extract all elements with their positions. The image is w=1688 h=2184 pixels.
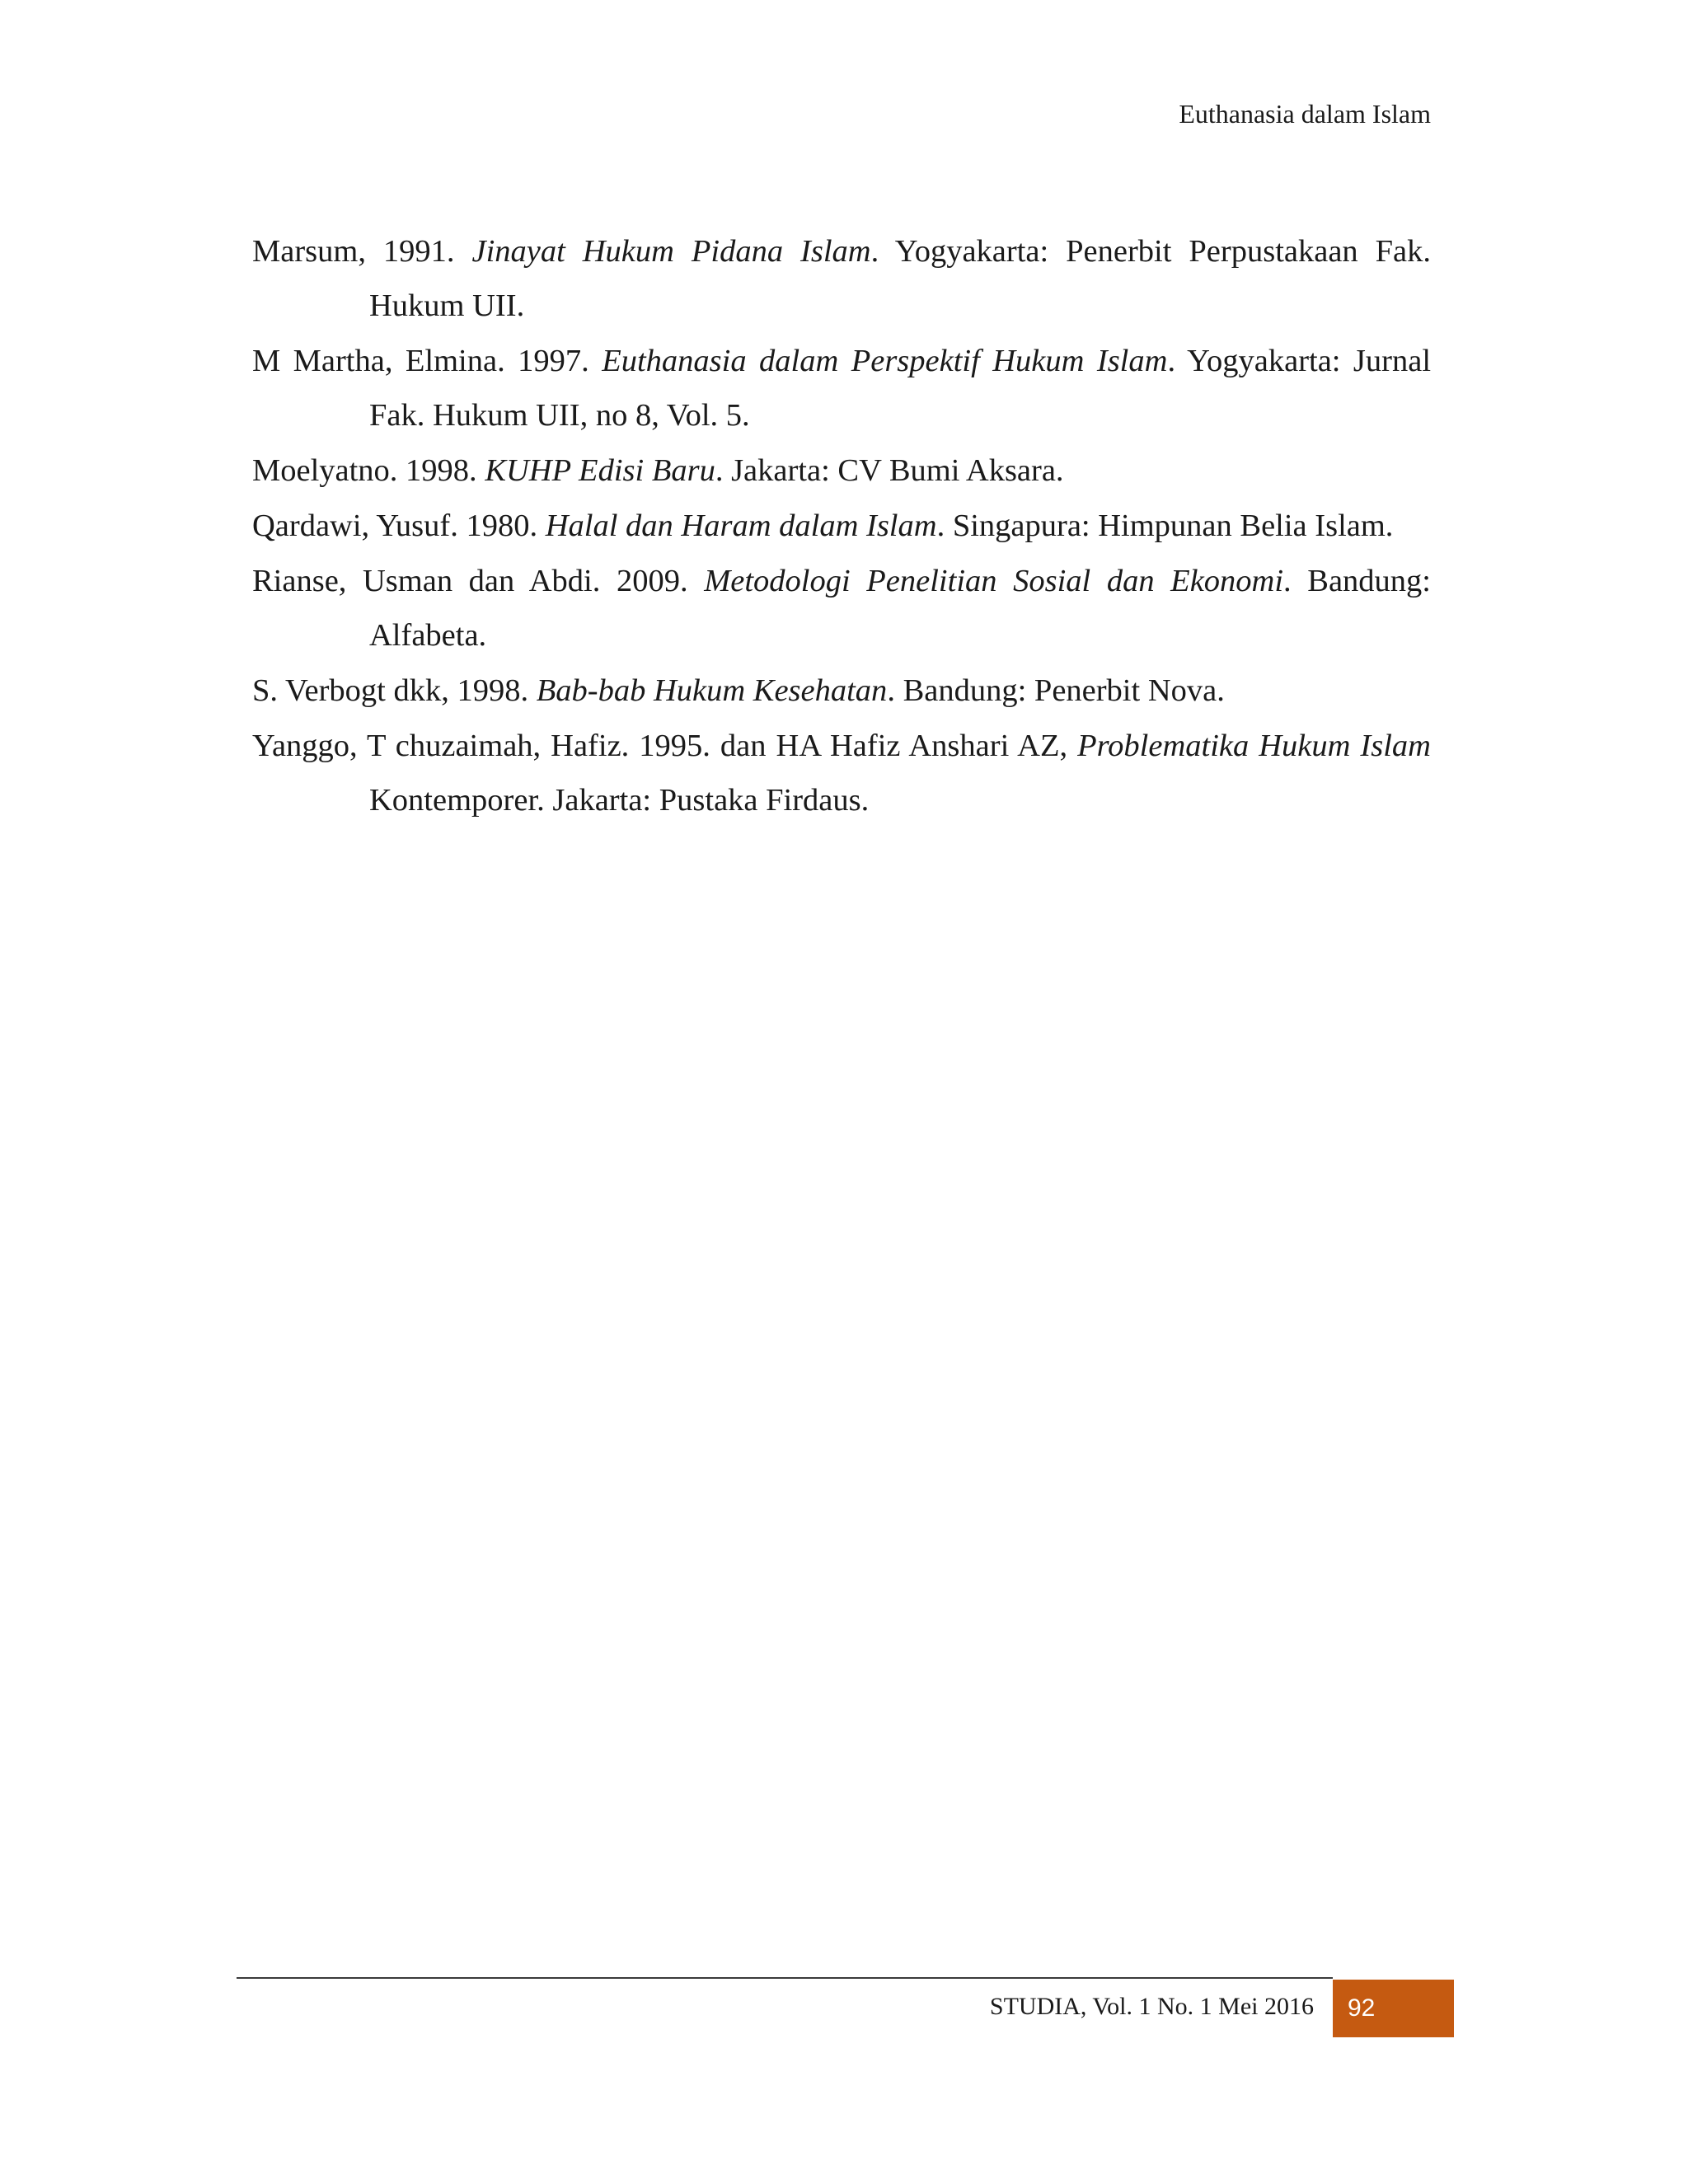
reference-author-year: Yanggo, T chuzaimah, Hafiz. 1995. dan HA Hafiz Anshari AZ, <box>252 729 1078 763</box>
reference-entry-rianse <box>252 554 1431 663</box>
reference-publisher: . Yogyakarta: Penerbit Perpustakaan Fak. Hukum UII. <box>369 234 1431 323</box>
reference-entry-verbogt <box>252 663 1431 718</box>
reference-title: Euthanasia dalam Perspektif Hukum Islam <box>602 344 1168 378</box>
reference-publisher: . Bandung: Alfabeta. <box>369 564 1431 653</box>
reference-entry-qardawi <box>252 499 1431 553</box>
reference-title: KUHP Edisi Baru <box>485 453 715 488</box>
reference-entry-marsum <box>252 224 1431 333</box>
reference-title: Halal dan Haram dalam Islam <box>545 509 937 543</box>
reference-title: Problematika Hukum Islam <box>1077 729 1431 763</box>
reference-title: Jinayat Hukum Pidana Islam <box>471 234 871 269</box>
reference-entry-yanggo <box>252 719 1431 827</box>
reference-publisher: . Bandung: Penerbit Nova. <box>887 673 1225 708</box>
reference-entry-martha <box>252 334 1431 443</box>
reference-publisher: Kontemporer. Jakarta: Pustaka Firdaus. <box>369 783 870 818</box>
reference-title: Bab-bab Hukum Kesehatan <box>536 673 888 708</box>
page-number-badge: 92 <box>1333 1980 1454 2037</box>
footer-journal-info: STUDIA, Vol. 1 No. 1 Mei 2016 <box>989 1993 1314 2020</box>
reference-publisher: . Singapura: Himpunan Belia Islam. <box>936 509 1394 543</box>
reference-entry-moelyatno <box>252 443 1431 498</box>
running-header: Euthanasia dalam Islam <box>1179 99 1431 129</box>
reference-publisher: . Yogyakarta: Jurnal Fak. Hukum UII, no 8, Vol. 5. <box>369 344 1432 433</box>
reference-list <box>252 224 1431 828</box>
reference-author-year: Moelyatno. 1998. <box>252 453 485 488</box>
footer-rule <box>237 1977 1333 1979</box>
reference-publisher: . Jakarta: CV Bumi Aksara. <box>715 453 1064 488</box>
reference-author-year: Rianse, Usman dan Abdi. 2009. <box>252 564 705 598</box>
reference-author-year: Marsum, 1991. <box>252 234 472 269</box>
reference-title: Metodologi Penelitian Sosial dan Ekonomi <box>704 564 1284 598</box>
reference-author-year: S. Verbogt dkk, 1998. <box>252 673 537 708</box>
reference-author-year: Qardawi, Yusuf. 1980. <box>252 509 546 543</box>
reference-author-year: M Martha, Elmina. 1997. <box>252 344 603 378</box>
